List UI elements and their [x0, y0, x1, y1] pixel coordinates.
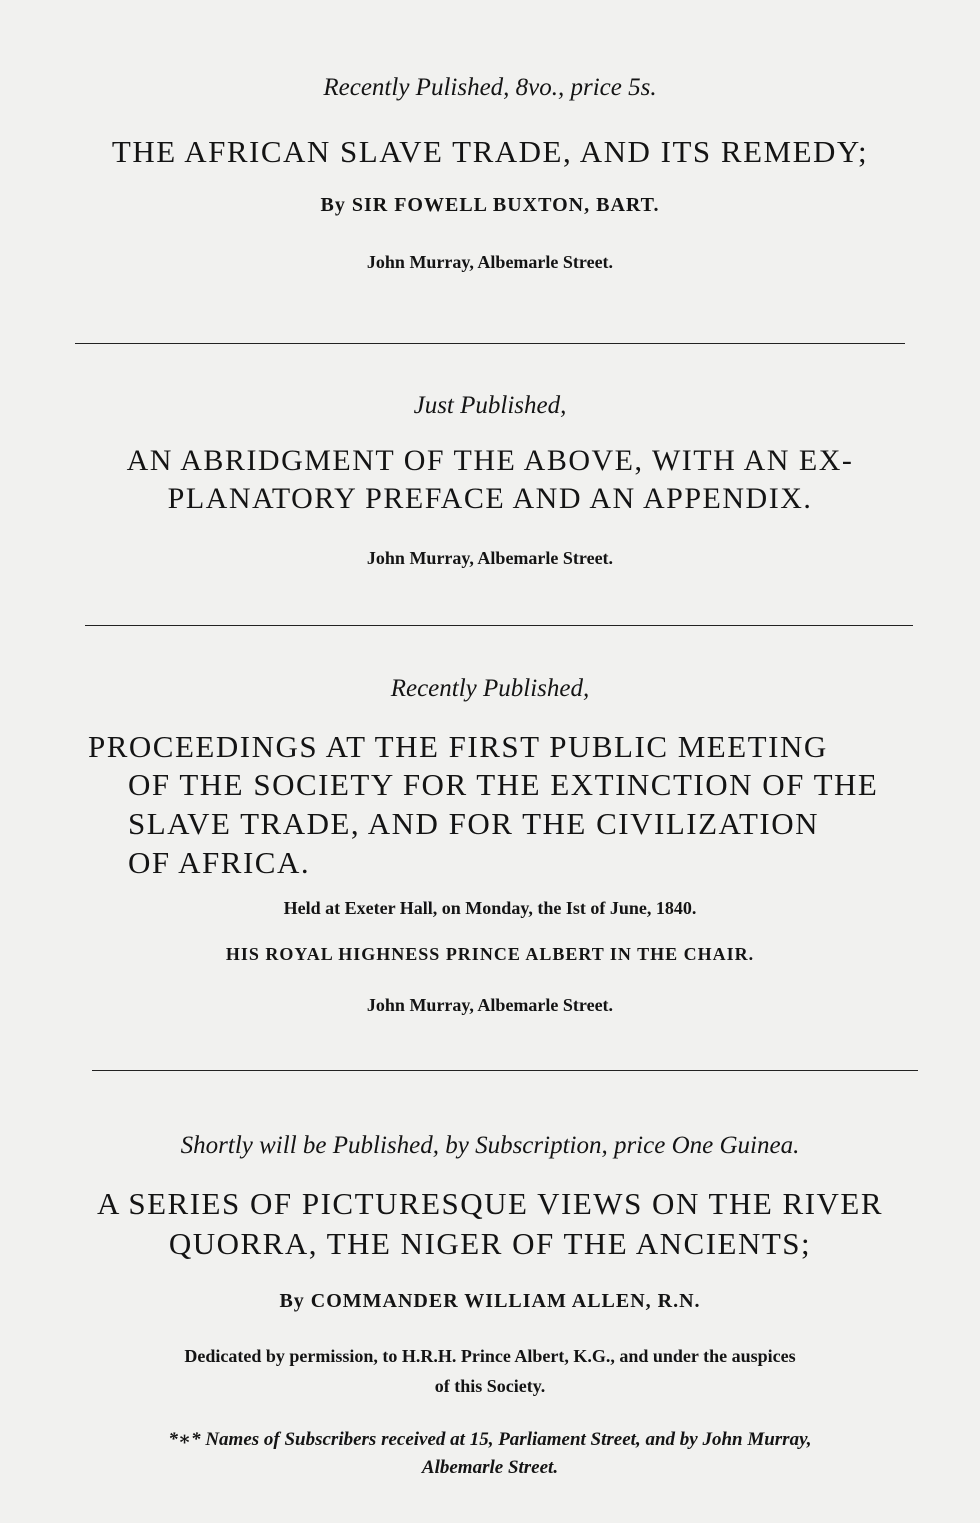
section1-author: SIR FOWELL BUXTON, BART. — [351, 194, 660, 216]
section4-dedication-line2: of this Society. — [434, 1376, 546, 1396]
section1-title: THE AFRICAN SLAVE TRADE, AND ITS REMEDY; — [111, 134, 869, 169]
section3-held: Held at Exeter Hall, on Monday, the Ist of June, 1840. — [283, 898, 697, 918]
section4-byline — [0, 1290, 980, 1313]
section4-note-line1 — [0, 1428, 980, 1451]
section3-title-line2: OF THE SOCIETY FOR THE EXTINCTION OF THE — [128, 767, 879, 802]
section3-title-line4: OF AFRICA. — [128, 845, 311, 880]
section3-chair: HIS ROYAL HIGHNESS PRINCE ALBERT IN THE CHAIR. — [225, 944, 755, 964]
section2-title-line1: AN ABRIDGMENT OF THE ABOVE, WITH AN EX- — [126, 444, 854, 477]
section1-notice-text: Recently Pulished, 8vo., price 5s. — [323, 74, 657, 101]
section4-dedication-line1: Dedicated by permission, to H.R.H. Prince Albert, K.G., and under the auspices — [184, 1346, 796, 1366]
divider-2 — [85, 625, 913, 626]
section1-publisher: John Murray, Albemarle Street. — [366, 252, 614, 272]
section4-by-prefix: By — [279, 1290, 305, 1312]
section1-notice — [0, 74, 980, 102]
section3-notice: Recently Published, — [390, 675, 590, 702]
section1-by-prefix: By — [320, 194, 346, 216]
section3-publisher: John Murray, Albemarle Street. — [366, 995, 614, 1015]
section2-title-line2: PLANATORY PREFACE AND AN APPENDIX. — [167, 482, 813, 515]
section4-note-text: Names of Subscribers received at 15, Parliament Street, and by John Murray, — [205, 1429, 812, 1450]
section1-byline — [0, 194, 980, 217]
asterism-mark: *∗* — [168, 1429, 201, 1450]
section3-title-line1: PROCEEDINGS AT THE FIRST PUBLIC MEETING — [88, 729, 828, 764]
section4-note-line2: Albemarle Street. — [421, 1457, 559, 1478]
section4-notice: Shortly will be Published, by Subscription, price One Guinea. — [180, 1132, 800, 1159]
divider-3 — [92, 1070, 918, 1071]
section3-title-line3: SLAVE TRADE, AND FOR THE CIVILIZATION — [128, 806, 819, 841]
section4-title-line1: A SERIES OF PICTURESQUE VIEWS ON THE RIVER — [96, 1186, 884, 1221]
section2-notice: Just Published, — [413, 392, 567, 419]
section4-author: COMMANDER WILLIAM ALLEN, R.N. — [310, 1290, 701, 1312]
section4-title-line2: QUORRA, THE NIGER OF THE ANCIENTS; — [168, 1226, 812, 1261]
divider-1 — [75, 343, 905, 344]
section2-publisher: John Murray, Albemarle Street. — [366, 548, 614, 568]
